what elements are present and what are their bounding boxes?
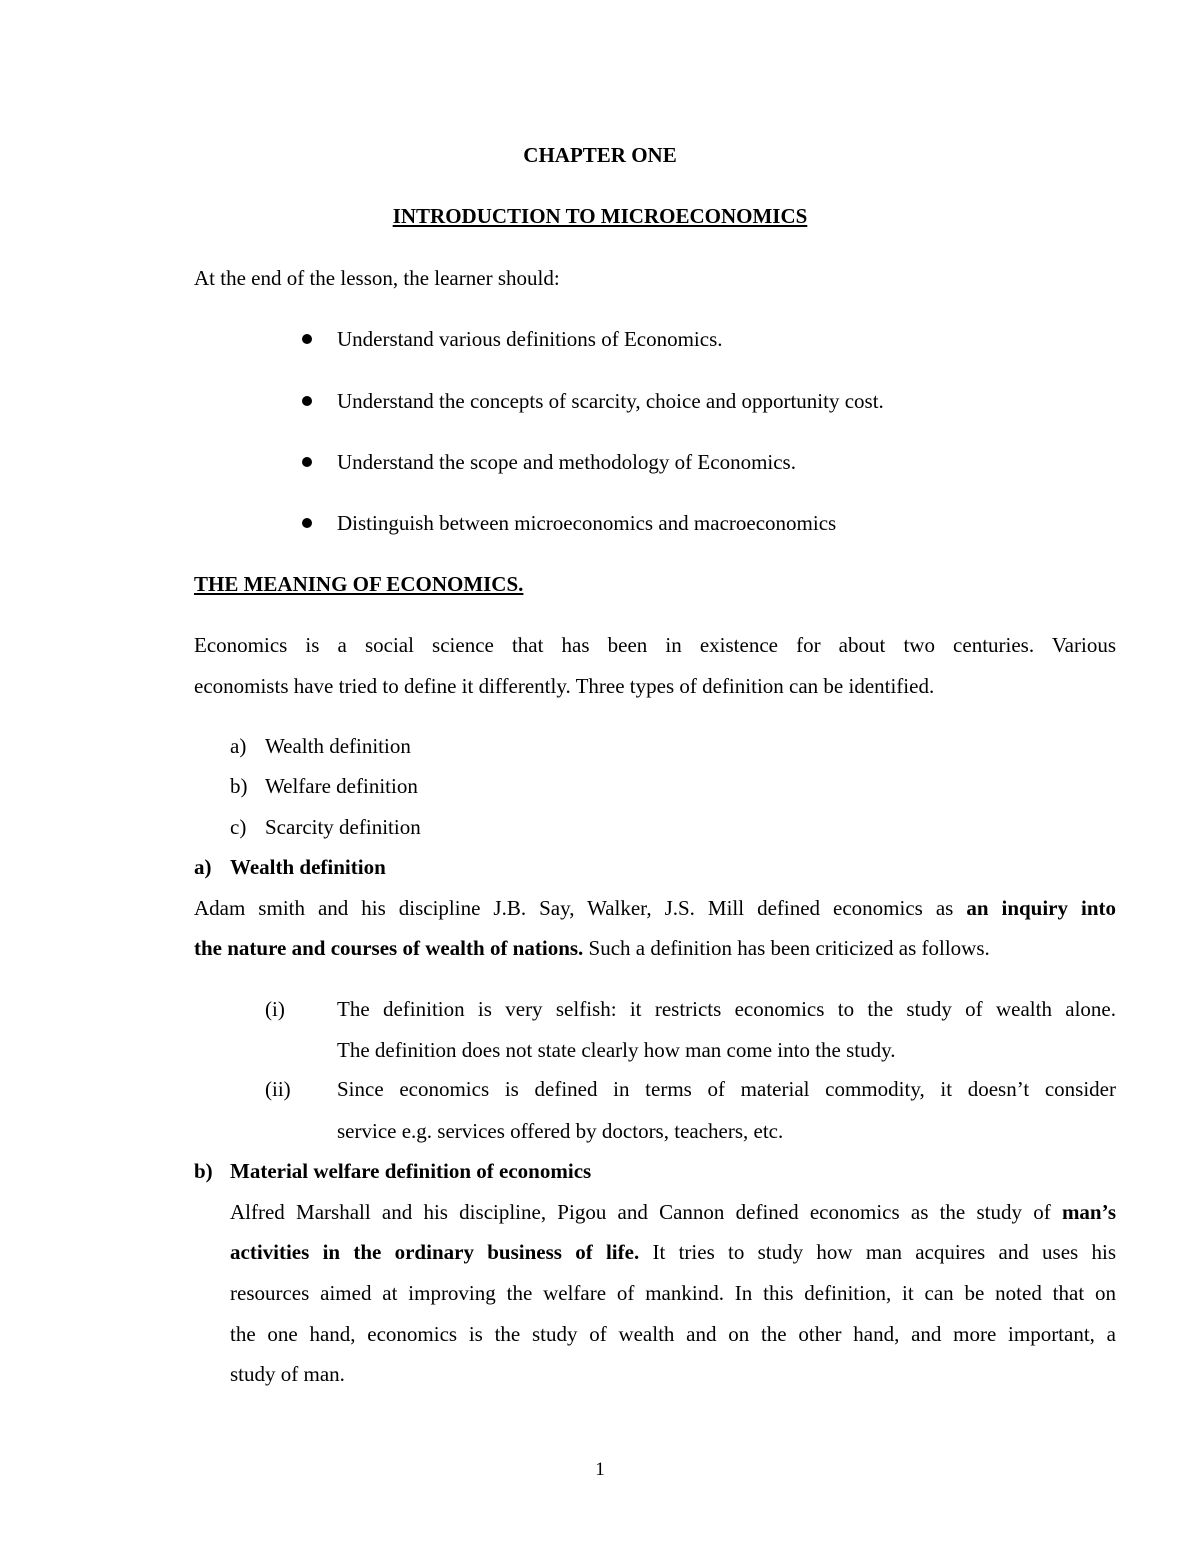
objective-item: Understand the concepts of scarcity, choice and opportunity cost. <box>337 389 884 413</box>
definition-type-label: Wealth definition <box>265 734 411 758</box>
welfare-paragraph-line-5: study of man. <box>230 1362 345 1386</box>
definition-type-label: Welfare definition <box>265 774 418 798</box>
bullet-icon <box>302 457 312 467</box>
welfare-paragraph-line-3: resources aimed at improving the welfare of mankind. In this definition, it can be noted that on <box>230 1281 1116 1305</box>
criticism-marker: (ii) <box>265 1077 291 1101</box>
objective-item: Understand various definitions of Economics. <box>337 327 723 351</box>
criticism-line: The definition is very selfish: it restricts economics to the study of wealth alone. <box>337 997 1116 1021</box>
welfare-text: Alfred Marshall and his discipline, Pigou and Cannon defined economics as the study of <box>230 1200 1051 1224</box>
welfare-text: It tries to study how man acquires and uses his <box>652 1240 1117 1264</box>
definition-type-label: Scarcity definition <box>265 815 421 839</box>
objective-item: Distinguish between microeconomics and macroeconomics <box>337 511 837 535</box>
chapter-label: CHAPTER ONE <box>523 143 677 167</box>
criticism-line: The definition does not state clearly how man come into the study. <box>337 1038 896 1062</box>
welfare-emphasis: man’s <box>1061 1200 1116 1224</box>
chapter-title: INTRODUCTION TO MICROECONOMICS <box>392 204 808 228</box>
meaning-paragraph-line-2: economists have tried to define it differently. Three types of definition can be identified. <box>194 674 935 698</box>
wealth-emphasis: the nature and courses of wealth of nations. <box>194 936 584 960</box>
definition-type-marker: a) <box>230 734 247 758</box>
wealth-paragraph-line-1 <box>194 894 1116 922</box>
criticism-line: Since economics is defined in terms of material commodity, it doesn’t consider <box>337 1077 1116 1101</box>
wealth-paragraph-line-2 <box>194 934 990 962</box>
bullet-icon <box>302 334 312 344</box>
definition-type-marker: c) <box>230 815 247 839</box>
criticism-marker: (i) <box>265 997 285 1021</box>
welfare-heading-marker: b) <box>194 1159 213 1183</box>
objective-item: Understand the scope and methodology of Economics. <box>337 450 796 474</box>
page-number: 1 <box>595 1459 605 1480</box>
criticism-line: service e.g. services offered by doctors, teachers, etc. <box>337 1119 784 1143</box>
wealth-text: Adam smith and his discipline J.B. Say, Walker, J.S. Mill defined economics as <box>194 896 954 920</box>
wealth-heading-marker: a) <box>194 855 212 879</box>
welfare-heading: Material welfare definition of economics <box>230 1159 592 1183</box>
bullet-icon <box>302 518 312 528</box>
welfare-emphasis: activities in the ordinary business of life. <box>230 1240 640 1264</box>
wealth-emphasis: an inquiry into <box>966 896 1116 920</box>
definition-type-marker: b) <box>230 774 248 798</box>
section-heading-meaning: THE MEANING OF ECONOMICS. <box>194 572 524 596</box>
meaning-paragraph-line-1: Economics is a social science that has been in existence for about two centuries. Various <box>194 633 1116 657</box>
wealth-heading: Wealth definition <box>230 855 386 879</box>
bullet-icon <box>302 396 312 406</box>
objectives-intro: At the end of the lesson, the learner should: <box>194 266 560 290</box>
welfare-paragraph-line-1 <box>230 1198 1116 1226</box>
welfare-paragraph-line-4: the one hand, economics is the study of wealth and on the other hand, and more important, a <box>230 1322 1116 1346</box>
welfare-paragraph-line-2 <box>230 1238 1116 1266</box>
wealth-text: Such a definition has been criticized as follows. <box>588 936 990 960</box>
